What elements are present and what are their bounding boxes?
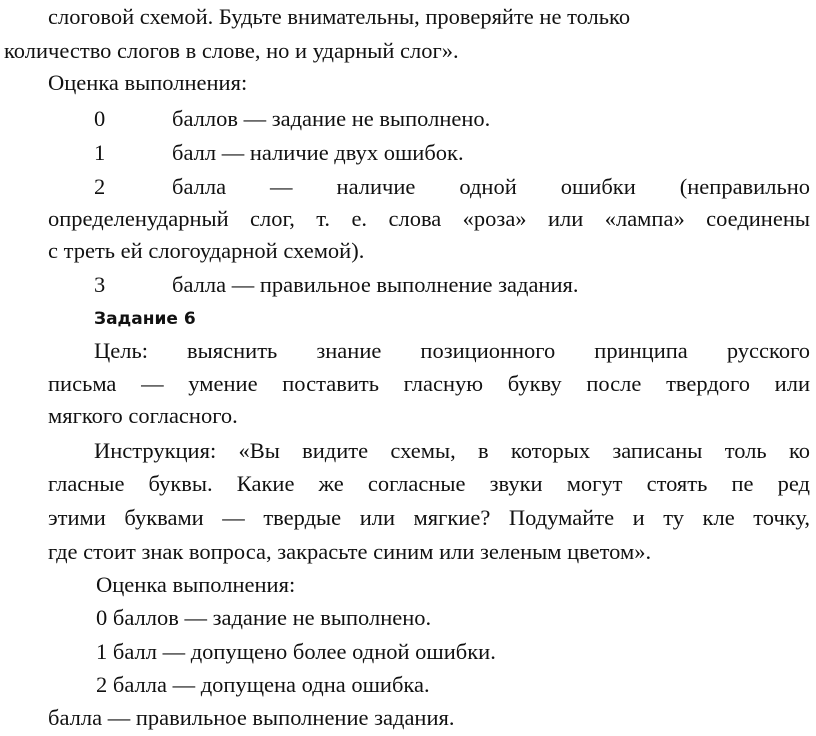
score-item: 2 балла — допущена одна ошибка.: [96, 672, 430, 697]
instruction-line: где стоит знак вопроса, закрасьте синим или зеленым цветом».: [48, 539, 652, 564]
score-number: 2: [94, 174, 106, 199]
score-description: балла — наличие одной ошибки (неправильно: [172, 174, 810, 199]
goal-line: Цель: выяснить знание позиционного принципа русского: [94, 338, 810, 363]
score-number: 3: [94, 272, 106, 297]
score-number: 1: [94, 140, 106, 165]
goal-line: письма — умение поставить гласную букву после твердого или: [48, 371, 810, 396]
score-description: баллов — задание не выполнено.: [172, 106, 491, 131]
score-description: балл — наличие двух ошибок.: [172, 140, 464, 165]
scoring-heading: Оценка выполнения:: [48, 70, 248, 95]
text-line: определенударный слог, т. е. слова «роза» или «лампа» соединены: [48, 206, 810, 231]
score-description: балла — правильное выполнение задания.: [172, 272, 579, 297]
text-line: количество слогов в слове, но и ударный слог».: [4, 38, 459, 63]
instruction-line: Инструкция: «Вы видите схемы, в которых записаны толь ко: [94, 438, 810, 463]
goal-line: мягкого согласного.: [48, 403, 238, 428]
score-number: 0: [94, 106, 106, 131]
task-heading: Задание 6: [94, 309, 196, 329]
scoring-heading: Оценка выполнения:: [96, 572, 296, 597]
text-line: слоговой схемой. Будьте внимательны, проверяйте не только: [48, 4, 631, 29]
instruction-line: этими буквами — твердые или мягкие? Подумайте и ту кле точку,: [48, 505, 810, 530]
score-item: балла — правильное выполнение задания.: [48, 705, 455, 730]
text-line: с треть ей слогоударной схемой).: [48, 238, 365, 263]
score-item: 0 баллов — задание не выполнено.: [96, 605, 432, 630]
instruction-line: гласные буквы. Какие же согласные звуки могут стоять пе ред: [48, 471, 810, 496]
score-item: 1 балл — допущено более одной ошибки.: [96, 639, 496, 664]
